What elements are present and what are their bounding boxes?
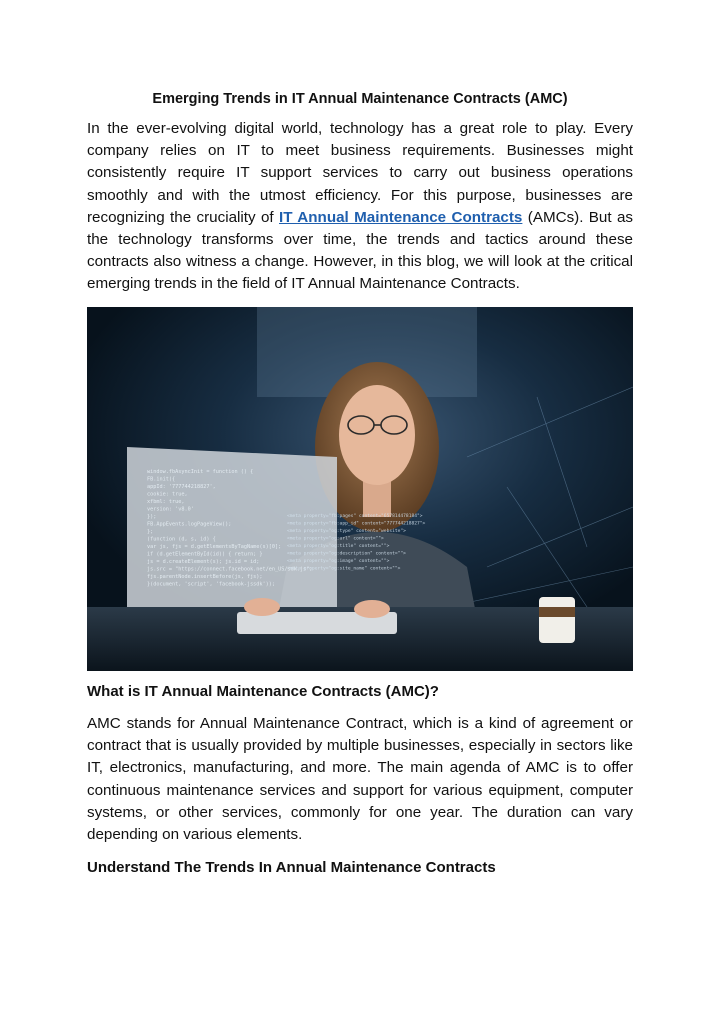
code-left-line: if (d.getElementById(id)) { return; } bbox=[147, 551, 263, 558]
code-left-line: version: 'v8.0' bbox=[147, 506, 194, 513]
code-left-line: js = d.createElement(s); js.id = id; bbox=[147, 559, 260, 565]
code-left-line: window.fbAsyncInit = function () { bbox=[147, 469, 254, 475]
code-left-line: }); bbox=[147, 514, 157, 520]
section-heading-trends: Understand The Trends In Annual Maintenance Contracts bbox=[87, 859, 496, 876]
woman-at-computer-with-code-overlay-image bbox=[87, 307, 633, 671]
section-heading-what-is-amc: What is IT Annual Maintenance Contracts (AMC)? bbox=[87, 683, 439, 700]
code-left-line: fjs.parentNode.insertBefore(js, fjs); bbox=[147, 574, 263, 580]
intro-text-after-link: (AMCs). But as the technology transforms over time, the trends and tactics around these contracts also witness a change. However, in this blog, we will look at the critical emerging trends in the field of IT Annual Maintenance Contracts. bbox=[87, 208, 634, 293]
face bbox=[339, 385, 415, 485]
code-right-line: <meta property="og:url" content=""> bbox=[287, 536, 384, 542]
document-title: Emerging Trends in IT Annual Maintenance Contracts (AMC) bbox=[152, 91, 568, 107]
code-left-line: }(document, 'script', 'facebook-jssdk')); bbox=[147, 581, 276, 588]
code-right-line: <meta property="og:description" content=""> bbox=[287, 551, 406, 557]
intro-text-before-link: In the ever-evolving digital world, technology has a great role to play. Every company relies on IT to meet business requirements. Businesses might consistently require IT support services to carry out business operations smoothly and with the utmost efficiency. For this purpose, businesses are recognizing the cruciality of bbox=[87, 120, 633, 226]
coffee-cup bbox=[539, 597, 575, 643]
code-left-line: FB.init({ bbox=[147, 476, 176, 483]
hero-illustration bbox=[87, 307, 633, 671]
right-hand bbox=[354, 600, 390, 618]
code-left-line: FB.AppEvents.logPageView(); bbox=[147, 521, 232, 528]
amc-link[interactable]: IT Annual Maintenance Contracts bbox=[279, 208, 523, 226]
code-left-line: cookie: true, bbox=[147, 491, 188, 498]
code-left-line: }; bbox=[147, 529, 154, 535]
code-right-line: <meta property="fb:app_id" content="777744218827"> bbox=[287, 521, 426, 527]
code-left-line: var js, fjs = d.getElementsByTagName(s)[0]; bbox=[147, 544, 282, 550]
code-left-line: (function (d, s, id) { bbox=[147, 536, 216, 543]
code-right-line: <meta property="og:image" content=""> bbox=[287, 559, 390, 564]
coffee-cup-sleeve bbox=[539, 607, 575, 617]
code-right-line: <meta property="og:title" content=""> bbox=[287, 544, 390, 549]
code-left-line: js.src = "https://connect.facebook.net/en_US/sdk.js"; bbox=[147, 566, 313, 573]
code-right-line: <meta property="og:site_name" content=""> bbox=[287, 566, 401, 572]
left-hand bbox=[244, 598, 280, 616]
code-left-line: appId: '777744218827', bbox=[147, 484, 216, 490]
intro-paragraph bbox=[87, 118, 633, 296]
section-paragraph-what-is-amc: AMC stands for Annual Maintenance Contract, which is a kind of agreement or contract that is usually provided by multiple businesses, especially in sectors like IT, electronics, manufacturing, and more. The main agenda of AMC is to offer continuous maintenance services and support for various equipment, computer systems, or other services, commonly for one year. The duration can vary depending on various elements. bbox=[87, 715, 633, 844]
code-right-line: <meta property="fb:pages" content="657814478184"> bbox=[287, 514, 423, 519]
code-right-line: <meta property="og:type" content="website"> bbox=[287, 529, 406, 534]
code-left-line: xfbml: true, bbox=[147, 499, 185, 505]
